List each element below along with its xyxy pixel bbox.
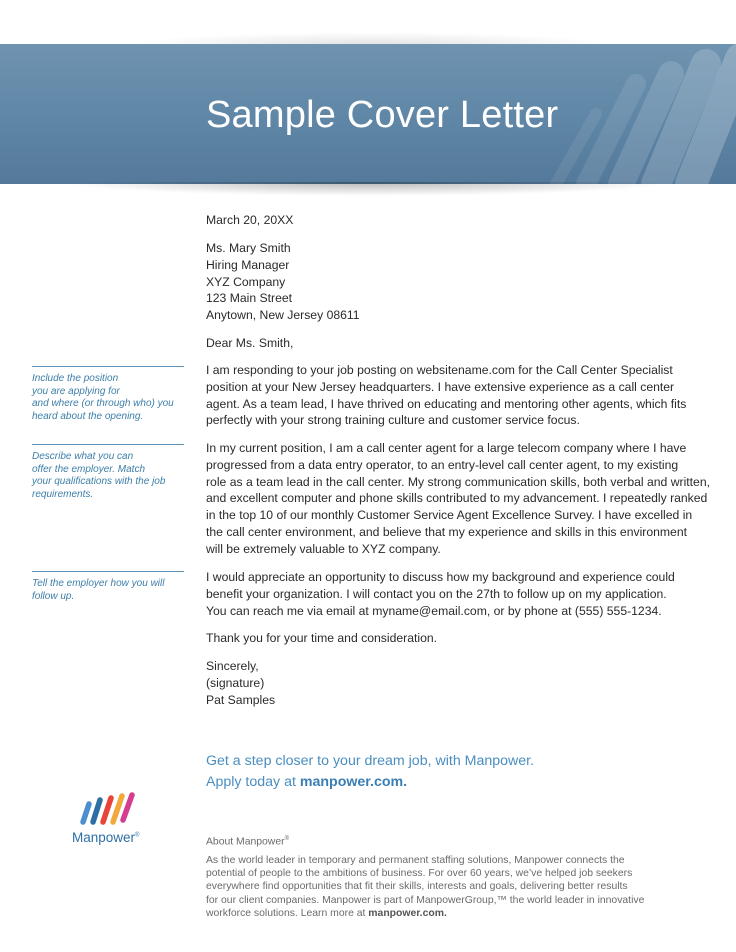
cta-prefix: Apply today at [206, 774, 300, 790]
sidenote-line: Tell the employer how you will [32, 578, 165, 589]
thanks-line: Thank you for your time and consideration. [206, 631, 438, 645]
manpower-link[interactable]: manpower.com. [299, 774, 408, 790]
about-line: for our client companies. Manpower is part of ManpowerGroup,™ the world leader in innovative [206, 894, 645, 906]
recipient-block [206, 240, 360, 324]
about-text [206, 854, 644, 920]
paragraph-2 [206, 440, 710, 558]
about-line: As the world leader in temporary and permanent staffing solutions, Manpower connects the [206, 855, 625, 866]
sidenote-line: you are applying for [32, 385, 120, 397]
sidenote-line: Include the position [32, 373, 119, 384]
recipient-line: Anytown, New Jersey 08611 [206, 308, 360, 323]
sidenote-line: Describe what you can [32, 451, 134, 462]
registered-mark: ® [284, 836, 289, 842]
recipient-line: Hiring Manager [206, 257, 290, 272]
paragraph-line: the call center environment, and believe that my experience and skills in this environment [206, 524, 687, 539]
paragraph-line: progressed from a data entry operator, to an entry-level call center agent, to my existing [206, 457, 679, 472]
paragraph-line: In my current position, I am a call center agent for a large telecom company where I have [206, 441, 687, 455]
manpower-logo[interactable] [72, 792, 148, 845]
paragraph-line: I am responding to your job posting on websitename.com for the Call Center Specialist [206, 363, 673, 377]
cta-line-1: Get a step closer to your dream job, with Manpower. [206, 753, 535, 769]
page-title: Sample Cover Letter [206, 94, 559, 136]
sidenote-follow-up [32, 571, 184, 603]
sidenote-line: follow up. [32, 590, 75, 602]
banner-shadow [60, 182, 676, 196]
about-line: potential of people to the ambitions of business. For over 60 years, we’ve helped job seekers [206, 868, 633, 880]
paragraph-line: in the top 10 of our monthly Customer Service Agent Excellence Survey. I have excelled in [206, 508, 693, 523]
call-to-action [206, 751, 534, 793]
logo-name: Manpower [72, 830, 136, 845]
about-line: everywhere find opportunities that fit their skills, interests and goals, delivering better results [206, 881, 628, 893]
sidenote-line: heard about the opening. [32, 410, 144, 422]
about-link[interactable]: manpower.com. [368, 907, 447, 919]
paragraph-line: will be extremely valuable to XYZ company. [206, 541, 441, 556]
salutation: Dear Ms. Smith, [206, 336, 294, 350]
sidenote-line: your qualifications with the job [32, 476, 166, 488]
paragraph-line: agent. As a team lead, I have thrived on educating and mentoring other agents, which fits [206, 396, 687, 411]
about-heading-text: About Manpower [206, 836, 285, 848]
signature-placeholder: (signature) [206, 675, 265, 690]
about-line [206, 907, 644, 920]
letter-date: March 20, 20XX [206, 213, 294, 227]
sidenote-line: offer the employer. Match [32, 463, 146, 475]
paragraph-line: position at your New Jersey headquarters. I have extensive experience as a call center [206, 379, 675, 394]
recipient-line: 123 Main Street [206, 291, 293, 306]
paragraph-1 [206, 362, 686, 429]
paragraph-line: and excellent computer and phone skills contributed to my advancement. I repeatedly ranked [206, 491, 708, 506]
paragraph-line: perfectly with your strong training culture and customer service focus. [206, 413, 580, 428]
paragraph-line: role as a team lead in the call center. My strong communication skills, both verbal and written, [206, 474, 710, 489]
recipient-line: Ms. Mary Smith [206, 241, 291, 255]
about-heading [206, 836, 289, 847]
header-banner [0, 44, 736, 184]
closing-block [206, 658, 275, 708]
paragraph-line: benefit your organization. I will contact you on the 27th to follow up on my application. [206, 586, 667, 601]
registered-mark: ® [135, 832, 140, 839]
manpower-logo-text [72, 830, 148, 845]
about-last-prefix: workforce solutions. Learn more at [206, 907, 369, 919]
paragraph-line: I would appreciate an opportunity to discuss how my background and experience could [206, 570, 675, 584]
sidenote-position [32, 366, 184, 423]
sidenote-line: requirements. [32, 488, 94, 500]
cta-line-2 [206, 772, 534, 793]
sidenote-line: and where (or through who) you [32, 398, 174, 410]
paragraph-line: You can reach me via email at myname@email.com, or by phone at (555) 555-1234. [206, 603, 662, 618]
recipient-line: XYZ Company [206, 274, 286, 289]
manpower-logo-icon [78, 792, 138, 826]
closing-line: Sincerely, [206, 659, 259, 673]
sender-name: Pat Samples [206, 692, 276, 707]
paragraph-3 [206, 569, 675, 619]
sidenote-qualifications [32, 444, 184, 501]
